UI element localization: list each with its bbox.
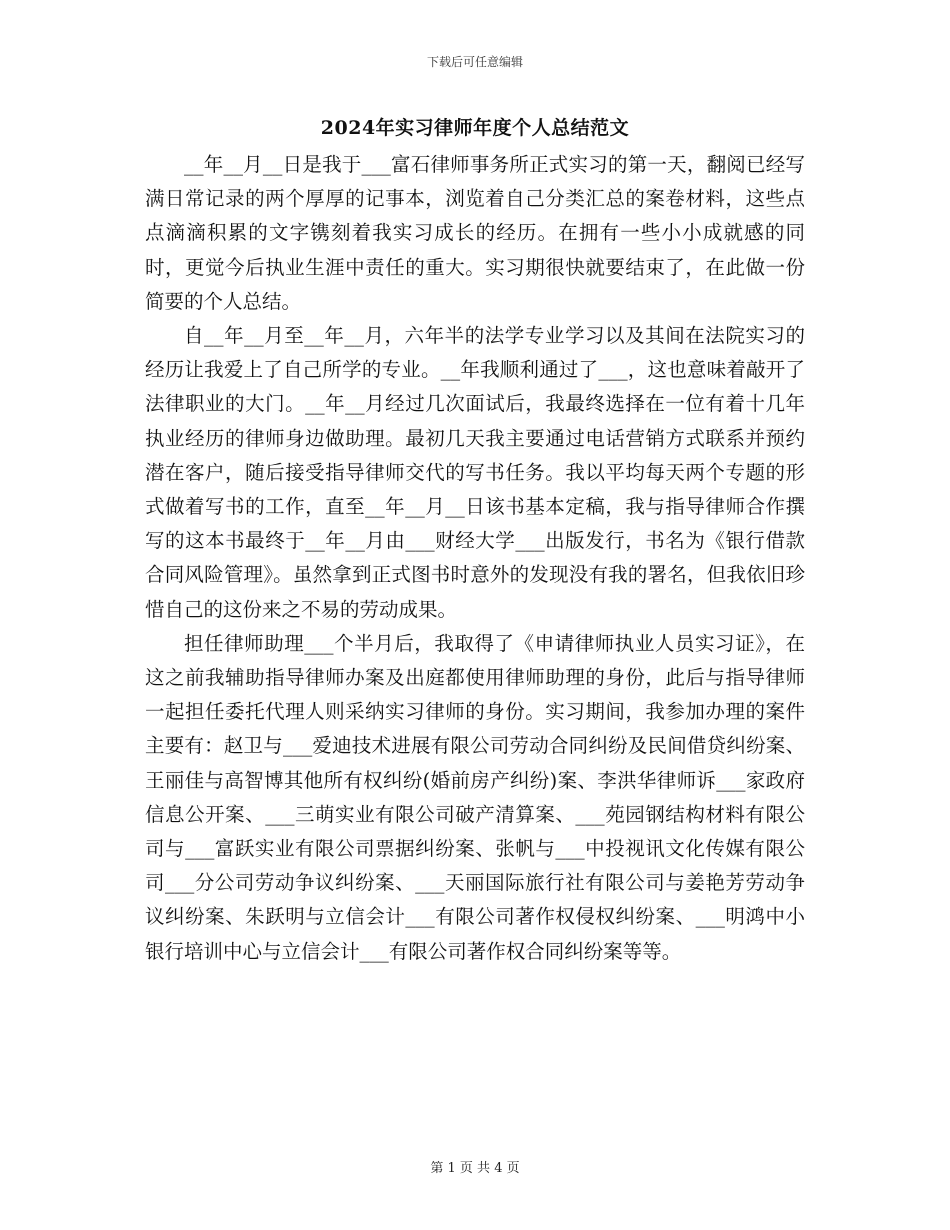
page-footer: 第 1 页 共 4 页 [430,1161,520,1176]
document-body [145,148,805,969]
header-note: 下载后可任意编辑 [426,55,523,69]
document-title: 2024年实习律师年度个人总结范文 [320,117,630,139]
paragraph-1: __年__月__日是我于___富石律师事务所正式实习的第一天，翻阅已经写满日常记录的两个厚厚的记事本，浏览着自己分类汇总的案卷材料，这些点点滴滴积累的文字镌刻着我实习成长的经历。在拥有一些小小成就感的同时，更觉今后执业生涯中责任的重大。实习期很快就要结束了，在此做一份简要的个人总结。 [145,153,805,313]
paragraph-3: 担任律师助理___个半月后，我取得了《申请律师执业人员实习证》，在这之前我辅助指导律师办案及出庭都使用律师助理的身份，此后与指导律师一起担任委托代理人则采纳实习律师的身份。实习期间，我参加办理的案件主要有：赵卫与___爱迪技术进展有限公司劳动合同纠纷及民间借贷纠纷案、王丽佳与高智博其他所有权纠纷(婚前房产纠纷)案、李洪华律师诉___家政府信息公开案、___三萌实业有限公司破产清算案、___苑园钢结构材料有限公司与___富跃实业有限公司票据纠纷案、张帆与___中投视讯文化传媒有限公司___分公司劳动争议纠纷案、___天丽国际旅行社有限公司与姜艳芳劳动争议纠纷案、朱跃明与立信会计___有限公司著作权侵权纠纷案、___明鸿中小银行培训中心与立信会计___有限公司著作权合同纠纷案等等。 [145,631,805,963]
paragraph-2: 自__年__月至__年__月，六年半的法学专业学习以及其间在法院实习的经历让我爱上了自己所学的专业。__年我顺利通过了___，这也意味着敲开了法律职业的大门。__年__月经过几次面试后，我最终选择在一位有着十几年执业经历的律师身边做助理。最初几天我主要通过电话营销方式联系并预约潜在客户，随后接受指导律师交代的写书任务。我以平均每天两个专题的形式做着写书的工作，直至__年__月__日该书基本定稿，我与指导律师合作撰写的这本书最终于__年__月由___财经大学___出版发行，书名为《银行借款合同风险管理》。虽然拿到正式图书时意外的发现没有我的署名，但我依旧珍惜自己的这份来之不易的劳动成果。 [145,324,805,621]
